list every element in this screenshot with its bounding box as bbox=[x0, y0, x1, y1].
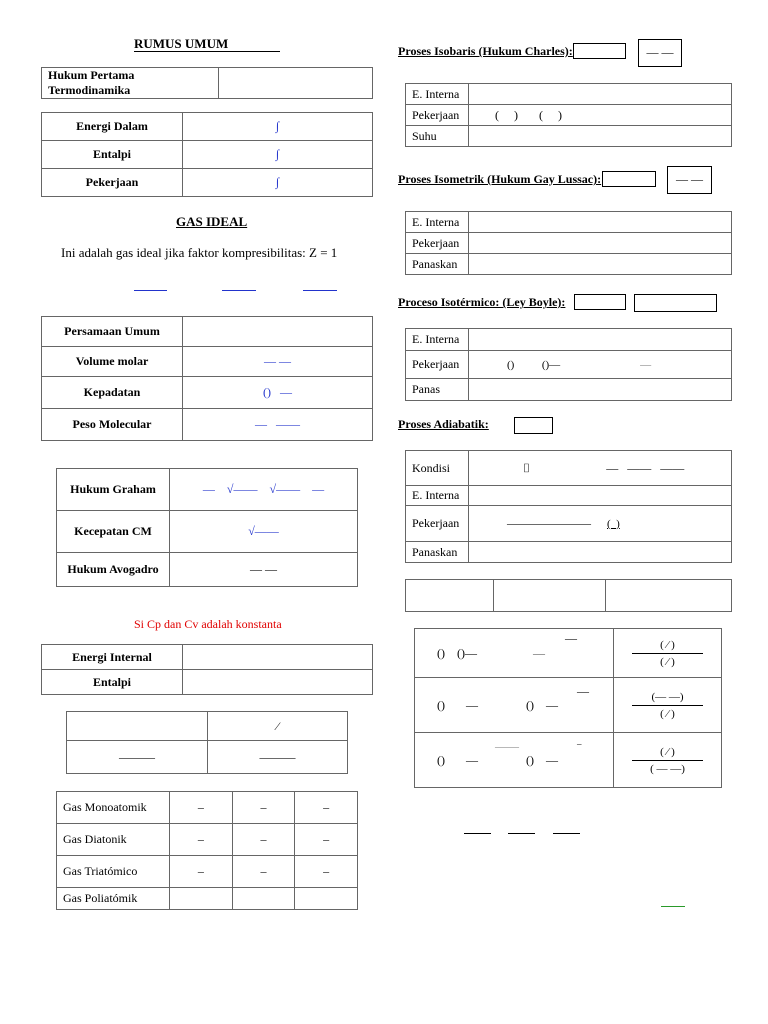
table-row: Volume molar — — bbox=[42, 347, 373, 377]
table-row: — () ()— — ( ⁄ ) ( ⁄ ) bbox=[415, 629, 722, 678]
table-row: Kondisi ⌷ — —— —— bbox=[406, 451, 732, 486]
constants-note: Si Cp dan Cv adalah konstanta bbox=[134, 617, 282, 631]
gas-ideal-table bbox=[41, 316, 373, 441]
blank-line bbox=[222, 290, 256, 291]
isotermico-title: Proceso Isotérmico: (Ley Boyle): bbox=[398, 295, 566, 309]
table-row: Pekerjaan () ()— — bbox=[406, 351, 732, 379]
table-row: Kecepatan CM √—— bbox=[57, 511, 358, 553]
blank-box bbox=[573, 43, 626, 59]
blank-line bbox=[134, 290, 167, 291]
table-row bbox=[42, 317, 373, 347]
isometrik-title: Proses Isometrik (Hukum Gay Lussac): bbox=[398, 172, 602, 186]
green-blank-line bbox=[661, 906, 685, 907]
table-row bbox=[42, 670, 373, 695]
empty-3col-table bbox=[405, 579, 732, 612]
blank-line bbox=[464, 833, 491, 834]
table-row: Gas Monoatomik – – – bbox=[57, 792, 358, 824]
table-row: Peso Molecular — —— bbox=[42, 409, 373, 441]
blank-box bbox=[634, 294, 717, 312]
termo-heading-table bbox=[41, 67, 373, 99]
table-row: E. Interna bbox=[406, 329, 732, 351]
isometrik-table bbox=[405, 211, 732, 275]
termo-heading: Hukum Pertama Termodinamika bbox=[42, 68, 219, 99]
table-row bbox=[57, 888, 358, 910]
termo-table bbox=[41, 112, 373, 197]
table-row bbox=[42, 645, 373, 670]
table-row: Panaskan bbox=[406, 254, 732, 275]
entalpi-label: Entalpi bbox=[42, 670, 183, 695]
kepadatan-label: Kepadatan bbox=[42, 377, 183, 409]
table-row: Pekerjaan bbox=[406, 233, 732, 254]
table-row: Gas Diatonik – – – bbox=[57, 824, 358, 856]
energi-dalam-label: Energi Dalam bbox=[42, 113, 183, 141]
table-row: Gas Triatómico – – – bbox=[57, 856, 358, 888]
gas-type-label: Gas Triatómico bbox=[57, 856, 170, 888]
isotermico-table bbox=[405, 328, 732, 401]
blank-box bbox=[574, 294, 626, 310]
table-row bbox=[42, 113, 373, 141]
persamaan-umum-label: Persamaan Umum bbox=[42, 317, 183, 347]
table-row: Hukum Avogadro — — bbox=[57, 553, 358, 587]
energi-internal-label: Energi Internal bbox=[42, 645, 183, 670]
table-row: ——— ——— bbox=[67, 741, 348, 774]
kecepatan-cm-label: Kecepatan CM bbox=[57, 511, 170, 553]
adiabatik-table bbox=[405, 450, 732, 563]
blank-line bbox=[508, 833, 535, 834]
table-row bbox=[42, 141, 373, 169]
isobaris-table bbox=[405, 83, 732, 147]
blank-box bbox=[514, 417, 553, 434]
table-row: ⁄ bbox=[67, 712, 348, 741]
internal-table bbox=[41, 644, 373, 695]
peso-molecular-label: Peso Molecular bbox=[42, 409, 183, 441]
entalpi-label: Entalpi bbox=[42, 141, 183, 169]
table-row: Panas bbox=[406, 379, 732, 401]
formula-box: — — bbox=[667, 166, 712, 194]
blank-line bbox=[303, 290, 337, 291]
ratio-table bbox=[66, 711, 348, 774]
gas-ideal-desc: Ini adalah gas ideal jika faktor kompresibilitas: Z = 1 bbox=[61, 245, 338, 260]
table-row: E. Interna bbox=[406, 486, 732, 506]
blank-line bbox=[553, 833, 580, 834]
table-row: Hukum Graham — √—— √—— — bbox=[57, 469, 358, 511]
gas-type-label: Gas Diatonik bbox=[57, 824, 170, 856]
rumus-umum-title: RUMUS UMUM bbox=[134, 36, 229, 51]
table-row: — () — () — (— —) ( ⁄ ) bbox=[415, 678, 722, 733]
table-row: Panaskan bbox=[406, 542, 732, 563]
pekerjaan-label: Pekerjaan bbox=[42, 169, 183, 197]
table-row: E. Interna bbox=[406, 84, 732, 105]
graham-table bbox=[56, 468, 358, 587]
table-row: —— – () — () — ( ⁄ ) ( — —) bbox=[415, 733, 722, 788]
table-row: Pekerjaan ( ) ( ) bbox=[406, 105, 732, 126]
volume-molar-label: Volume molar bbox=[42, 347, 183, 377]
blank-box bbox=[602, 171, 656, 187]
gas-ideal-title: GAS IDEAL bbox=[176, 214, 248, 229]
gas-type-label: Gas Poliatómik bbox=[57, 888, 170, 910]
gas-type-label: Gas Monoatomik bbox=[57, 792, 170, 824]
integral-symbol: ∫ bbox=[183, 169, 373, 197]
integral-symbol: ∫ bbox=[183, 113, 373, 141]
table-row: E. Interna bbox=[406, 212, 732, 233]
formula-box: — — bbox=[638, 39, 682, 67]
integral-symbol: ∫ bbox=[183, 141, 373, 169]
isobaris-title: Proses Isobaris (Hukum Charles): bbox=[398, 44, 573, 58]
adiabatic-formula-table bbox=[414, 628, 722, 788]
gas-types-table bbox=[56, 791, 358, 910]
adiabatik-title: Proses Adiabatik: bbox=[398, 417, 489, 431]
table-row bbox=[42, 169, 373, 197]
title-underline bbox=[134, 51, 280, 52]
table-row: Suhu bbox=[406, 126, 732, 147]
hukum-graham-label: Hukum Graham bbox=[57, 469, 170, 511]
hukum-avogadro-label: Hukum Avogadro bbox=[57, 553, 170, 587]
table-row: Kepadatan () — bbox=[42, 377, 373, 409]
table-row: Pekerjaan ——————— ( ) bbox=[406, 506, 732, 542]
